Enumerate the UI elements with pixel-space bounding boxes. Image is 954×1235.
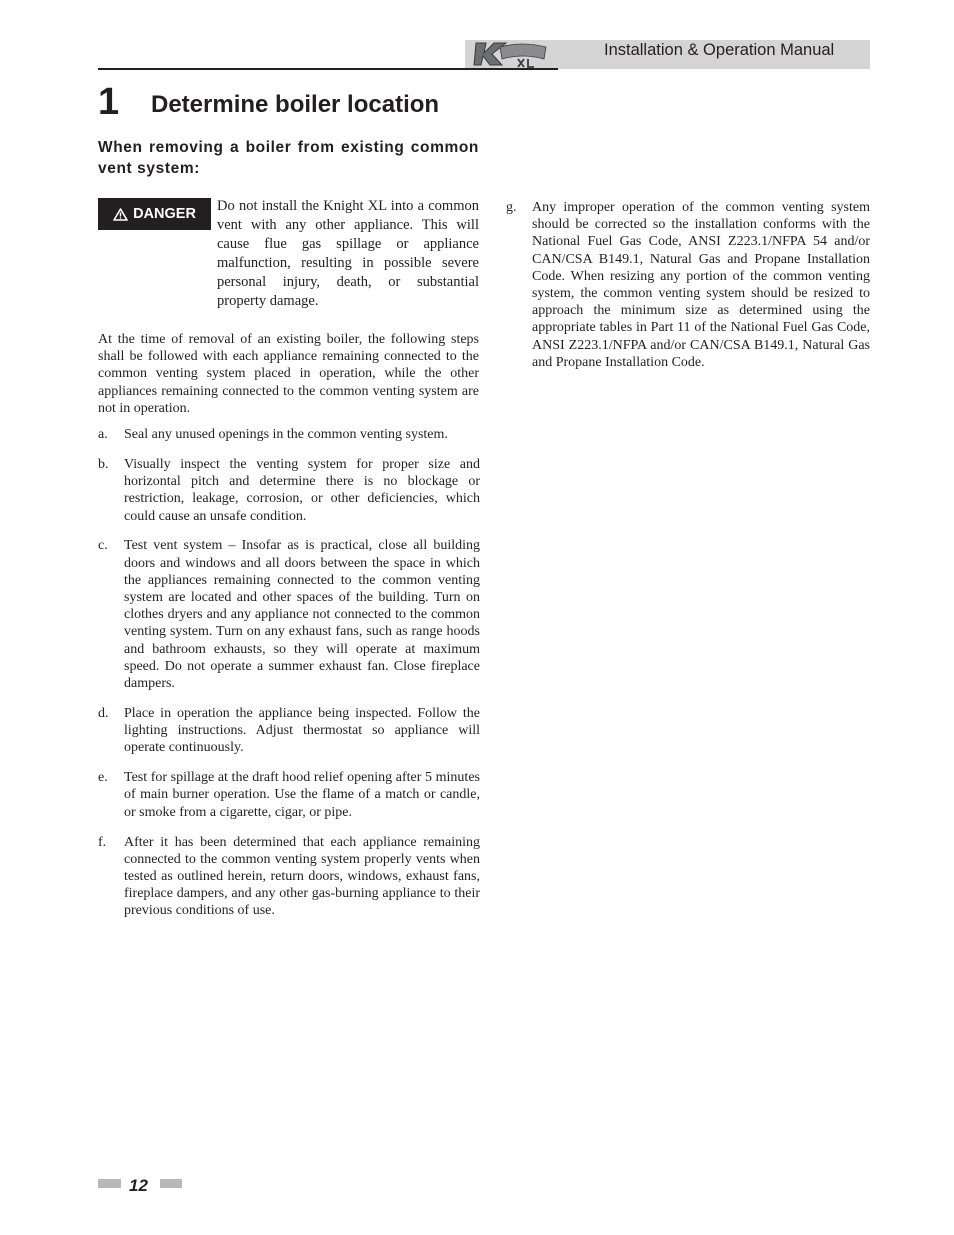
step-letter: d. (98, 705, 109, 721)
step-text: Seal any unused openings in the common venting system. (124, 427, 448, 442)
step-text: Place in operation the appliance being inspected. Follow the lighting instructions. Adjust thermostat so appliance will operate continuously. (124, 705, 480, 756)
list-item (98, 426, 480, 443)
knight-xl-logo-icon (472, 39, 550, 69)
manual-title: Installation & Operation Manual (604, 41, 835, 59)
list-item (98, 769, 480, 821)
list-item (506, 199, 870, 371)
step-letter: a. (98, 427, 108, 442)
list-item (98, 456, 480, 525)
intro-paragraph: At the time of removal of an existing boiler, the following steps shall be followed with each appliance remaining connected to the common venting system placed in operation, while the other appliances remaining connected to the common venting system are not in operation. (98, 332, 479, 416)
section-title: Determine boiler location (151, 91, 440, 118)
step-letter: b. (98, 456, 109, 472)
step-letter: e. (98, 770, 108, 786)
list-item (98, 537, 480, 692)
step-letter: f. (98, 834, 107, 850)
list-item (98, 834, 480, 920)
header-divider (98, 68, 558, 70)
step-text: Visually inspect the venting system for proper size and horizontal pitch and determine there is no blockage or restriction, leakage, corrosion, or other deficiencies, which could cause an unsafe condition. (124, 456, 480, 524)
subheading: When removing a boiler from existing common vent system: (98, 139, 479, 177)
step-text: Test vent system – Insofar as is practical, close all building doors and windows and all doors between the space in which the appliances remaining connected to the common venting system are located and other spaces of the building. Turn on clothes dryers and any appliance not connected to the common venting system. Turn on any exhaust fans, such as range hoods and bathroom exhausts, so they will operate at maximum speed. Do not operate a summer exhaust fan. Close fireplace dampers. (124, 538, 480, 692)
step-text: Any improper operation of the common venting system should be corrected so the installation conforms with the National Fuel Gas Code, ANSI Z223.1/NFPA 54 and/or CAN/CSA B149.1, Natural Gas and Propane Installation Code. When resizing any portion of the common venting system, the common venting system should be resized to approach the minimum size as determined using the appropriate tables in Part 11 of the National Fuel Gas Code, ANSI Z223.1/NFPA and/or CAN/CSA B149.1, Natural Gas and Propane Installation Code. (532, 200, 870, 370)
section-number: 1 (98, 81, 120, 123)
steps-list-left (98, 426, 480, 932)
step-text: After it has been determined that each appliance remaining connected to the common venting system properly vents when tested as outlined herein, return doors, windows, exhaust fans, fireplace dampers, and any other gas-burning appliance to their previous conditions of use. (124, 834, 480, 919)
danger-label: DANGER (133, 206, 196, 222)
steps-list-right (506, 199, 870, 384)
step-letter: c. (98, 538, 108, 554)
warning-triangle-icon (113, 208, 128, 221)
step-text: Test for spillage at the draft hood relief opening after 5 minutes of main burner operation. Use the flame of a match or candle, or smoke from a cigarette, cigar, or pipe. (124, 770, 480, 820)
step-letter: g. (506, 200, 517, 215)
danger-badge (98, 198, 211, 230)
list-item (98, 705, 480, 757)
footer-bar-right (160, 1179, 182, 1188)
page-number: 12 (129, 1176, 148, 1195)
footer-bar-left (98, 1179, 121, 1188)
danger-text: Do not install the Knight XL into a common vent with any other appliance. This will cause flue gas spillage or appliance malfunction, resulting in possible severe personal injury, death, or substantial property damage. (217, 198, 479, 309)
